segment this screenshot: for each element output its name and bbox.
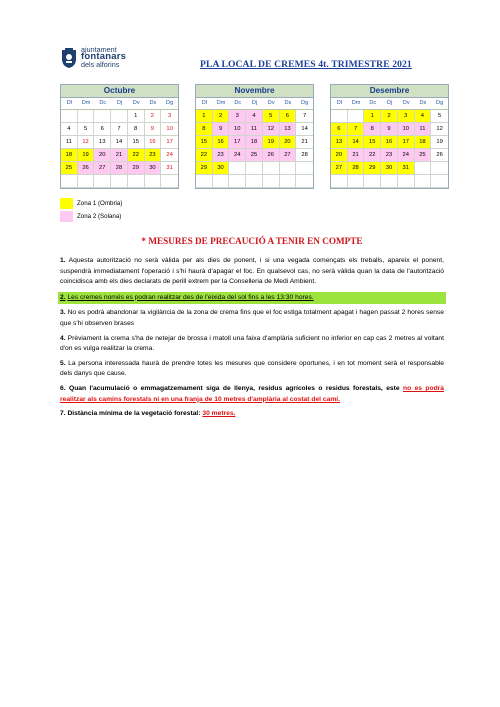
calendar-day — [331, 110, 348, 123]
calendar-day: 3 — [398, 110, 415, 123]
calendar-day: 21 — [296, 136, 313, 149]
calendar-day: 1 — [364, 110, 381, 123]
calendar-day: 5 — [78, 123, 95, 136]
calendar-day: 13 — [331, 136, 348, 149]
calendar-grid — [61, 110, 178, 188]
logo — [60, 46, 130, 72]
calendar-day: 24 — [161, 149, 178, 162]
calendar-day: 11 — [61, 136, 78, 149]
document-title: PLA LOCAL DE CREMES 4t. TRIMESTRE 2021 — [200, 59, 412, 70]
calendar-day — [263, 162, 280, 175]
calendar-day — [94, 110, 111, 123]
calendar-day: 22 — [196, 149, 213, 162]
calendar-day: 2 — [213, 110, 230, 123]
weekday-label: Dl — [201, 100, 207, 106]
calendar-day: 8 — [128, 123, 145, 136]
calendar-day: 11 — [415, 123, 432, 136]
calendar-weekdays — [61, 98, 178, 110]
precautions-list — [60, 256, 444, 424]
calendar-day — [398, 175, 415, 188]
legend-item-zona2 — [60, 210, 122, 222]
calendar-weekdays — [331, 98, 448, 110]
logo-line2: fontanars — [81, 51, 127, 63]
calendar-day: 9 — [213, 123, 230, 136]
calendar-day — [431, 162, 448, 175]
weekday-label: Dj — [386, 100, 393, 106]
calendar-day: 19 — [431, 136, 448, 149]
calendar-day: 27 — [94, 162, 111, 175]
calendar-day: 6 — [331, 123, 348, 136]
calendar-day — [415, 162, 432, 175]
measure-number: 1. — [60, 257, 66, 264]
calendar-day: 2 — [145, 110, 162, 123]
measure-number: 7. — [60, 410, 66, 418]
calendar-day: 18 — [246, 136, 263, 149]
legend — [60, 197, 122, 223]
measure-number: 6. — [60, 384, 66, 392]
calendar-day: 23 — [381, 149, 398, 162]
calendar-day: 28 — [296, 149, 313, 162]
calendar-day — [196, 175, 213, 188]
calendar-day: 21 — [111, 149, 128, 162]
measure-value: 30 metres. — [202, 410, 236, 418]
calendar-day — [280, 162, 297, 175]
weekday-label: Dm — [81, 100, 91, 106]
calendar-day: 12 — [263, 123, 280, 136]
weekday-label: Dj — [116, 100, 123, 106]
calendar-day: 29 — [128, 162, 145, 175]
measure-text: Quan l'acumulació o emmagatzemament siga de llenya, residus agrícoles o residus forestals, este — [69, 384, 400, 392]
calendar-day: 26 — [431, 149, 448, 162]
calendar-day: 7 — [348, 123, 365, 136]
calendar-day: 4 — [415, 110, 432, 123]
measure-number: 4. — [60, 334, 66, 342]
measure-text: No es podrà abandonar la vigilància de la zona de crema fins que el foc estiga totalment apagat i hagen passat 2 hores sense que s'hi observen brases — [60, 309, 444, 327]
calendar-month-title: Desembre — [331, 85, 448, 98]
measure-4 — [60, 334, 444, 355]
calendar-day — [61, 110, 78, 123]
calendar-day: 18 — [415, 136, 432, 149]
calendar-day: 12 — [431, 123, 448, 136]
calendar-day — [431, 175, 448, 188]
calendar-day: 25 — [415, 149, 432, 162]
calendar-day: 1 — [128, 110, 145, 123]
measure-1 — [60, 256, 444, 288]
calendar-day: 16 — [213, 136, 230, 149]
calendar-day — [161, 175, 178, 188]
logo-line1: ajuntament — [81, 45, 117, 54]
calendar-day: 31 — [161, 162, 178, 175]
calendar-day: 30 — [145, 162, 162, 175]
calendar-day: 23 — [213, 149, 230, 162]
calendar-day: 4 — [246, 110, 263, 123]
calendar-day — [78, 175, 95, 188]
calendar-day — [229, 175, 246, 188]
calendar-day — [364, 175, 381, 188]
calendar-day — [246, 175, 263, 188]
legend-label: Zona 2 (Solana) — [77, 212, 122, 220]
calendar-day — [229, 162, 246, 175]
measure-text: Distància mínima de la vegetació forestal: — [67, 410, 201, 418]
calendar-day: 1 — [196, 110, 213, 123]
calendar-day: 13 — [94, 136, 111, 149]
measure-2 — [58, 292, 446, 305]
calendar-day — [296, 162, 313, 175]
calendar-day: 2 — [381, 110, 398, 123]
calendar-day — [213, 175, 230, 188]
calendar-day: 7 — [111, 123, 128, 136]
calendar-day: 3 — [161, 110, 178, 123]
calendar-day: 5 — [431, 110, 448, 123]
calendar-day: 18 — [61, 149, 78, 162]
calendar-day — [280, 175, 297, 188]
calendar-day: 17 — [161, 136, 178, 149]
calendar-day — [94, 175, 111, 188]
calendar-day — [78, 110, 95, 123]
calendar-day: 4 — [61, 123, 78, 136]
calendar-day: 26 — [78, 162, 95, 175]
calendar-day: 17 — [398, 136, 415, 149]
calendar-day: 24 — [398, 149, 415, 162]
weekday-label: Dc — [234, 100, 242, 106]
calendar-day: 16 — [145, 136, 162, 149]
calendar-day: 30 — [381, 162, 398, 175]
calendar-day: 9 — [381, 123, 398, 136]
measure-number: 2. — [60, 293, 66, 301]
weekday-label: Dc — [99, 100, 107, 106]
calendar-0 — [60, 84, 179, 189]
calendar-day: 8 — [196, 123, 213, 136]
calendar-day: 15 — [128, 136, 145, 149]
measure-7 — [60, 409, 444, 420]
legend-label: Zona 1 (Ombria) — [77, 199, 123, 207]
calendar-day — [145, 175, 162, 188]
calendar-day — [348, 175, 365, 188]
weekday-label: Dl — [66, 100, 72, 106]
measure-text: La persona interessada haurà de prendre totes les mesures que considere oportunes, i en tot moment serà el responsable dels danys que cause. — [60, 359, 444, 378]
weekday-label: Dm — [351, 100, 361, 106]
calendar-day — [415, 175, 432, 188]
calendar-day — [111, 110, 128, 123]
calendar-day: 20 — [280, 136, 297, 149]
calendar-day — [128, 175, 145, 188]
calendar-day: 14 — [111, 136, 128, 149]
calendar-day: 7 — [296, 110, 313, 123]
calendar-day: 26 — [263, 149, 280, 162]
measure-number: 3. — [60, 309, 66, 317]
calendar-day: 20 — [94, 149, 111, 162]
calendar-day: 28 — [348, 162, 365, 175]
calendar-day: 15 — [364, 136, 381, 149]
calendar-day: 9 — [145, 123, 162, 136]
calendar-day — [331, 175, 348, 188]
calendar-day: 27 — [280, 149, 297, 162]
weekday-label: Dj — [251, 100, 258, 106]
calendar-day: 22 — [364, 149, 381, 162]
calendar-day — [111, 175, 128, 188]
measure-3 — [60, 308, 444, 329]
measure-text: Les cremes només es podran realitzar des de l'eixida del sol fins a les 13:30 hores. — [67, 293, 314, 301]
calendar-day: 14 — [296, 123, 313, 136]
calendar-day: 28 — [111, 162, 128, 175]
calendar-day: 30 — [213, 162, 230, 175]
calendar-day: 16 — [381, 136, 398, 149]
calendar-weekdays — [196, 98, 313, 110]
precautions-heading: * MESURES DE PRECAUCIÓ A TENIR EN COMPTE — [141, 236, 363, 246]
calendar-day: 25 — [246, 149, 263, 162]
calendar-grid — [331, 110, 448, 188]
calendar-day — [381, 175, 398, 188]
calendar-day: 29 — [364, 162, 381, 175]
calendar-day: 17 — [229, 136, 246, 149]
calendar-1 — [195, 84, 314, 189]
coat-of-arms-icon — [60, 47, 78, 69]
calendar-day: 13 — [280, 123, 297, 136]
calendar-day: 24 — [229, 149, 246, 162]
weekday-label: Dm — [216, 100, 226, 106]
calendar-day — [348, 110, 365, 123]
weekday-label: Ds — [149, 100, 157, 106]
calendar-day: 23 — [145, 149, 162, 162]
calendar-day — [296, 175, 313, 188]
calendar-day: 3 — [229, 110, 246, 123]
calendar-day: 10 — [398, 123, 415, 136]
legend-swatch — [60, 211, 73, 222]
calendar-day — [263, 175, 280, 188]
calendar-day — [61, 175, 78, 188]
calendar-day: 6 — [280, 110, 297, 123]
logo-line3: dels alforins — [81, 59, 120, 69]
weekday-label: Dl — [336, 100, 342, 106]
weekday-label: Dg — [166, 100, 174, 106]
calendar-day: 12 — [78, 136, 95, 149]
measure-text: Prèviament la crema s'ha de netejar de brossa i matoll una faixa d'amplària suficient no inferior en cap cas 2 metres al voltant d'on es vulga realitzar la crema. — [60, 334, 445, 353]
calendar-day: 20 — [331, 149, 348, 162]
calendar-day: 11 — [246, 123, 263, 136]
measure-6 — [60, 384, 444, 405]
calendar-day: 25 — [61, 162, 78, 175]
calendar-day: 6 — [94, 123, 111, 136]
weekday-label: Dv — [267, 100, 275, 106]
calendar-day: 31 — [398, 162, 415, 175]
calendar-day: 10 — [161, 123, 178, 136]
calendar-grid — [196, 110, 313, 188]
calendar-day: 21 — [348, 149, 365, 162]
calendar-day: 10 — [229, 123, 246, 136]
weekday-label: Dv — [402, 100, 410, 106]
calendar-day: 22 — [128, 149, 145, 162]
calendar-day: 19 — [263, 136, 280, 149]
calendar-day: 19 — [78, 149, 95, 162]
calendar-day: 27 — [331, 162, 348, 175]
logo-text — [81, 46, 126, 68]
weekday-label: Ds — [419, 100, 427, 106]
calendar-day: 14 — [348, 136, 365, 149]
calendar-day: 5 — [263, 110, 280, 123]
weekday-label: Dc — [369, 100, 377, 106]
measure-warning: no es podrà realitzar als camins forestals ni en una franja de 10 metres d'amplària al costat del camí. — [60, 384, 445, 403]
weekday-label: Dg — [301, 100, 309, 106]
calendar-day — [246, 162, 263, 175]
calendar-month-title: Novembre — [196, 85, 313, 98]
calendar-month-title: Octubre — [61, 85, 178, 98]
weekday-label: Ds — [284, 100, 292, 106]
calendar-day: 8 — [364, 123, 381, 136]
calendar-2 — [330, 84, 449, 189]
legend-item-zona1 — [60, 197, 122, 209]
calendar-day: 15 — [196, 136, 213, 149]
measure-text: Aquesta autorització no serà vàlida per als dies de ponent, i si una vegada començats els treballs, apareix el ponent, suspendrà immediatament l'operació i s'hi haurà d'apagar el foc. En qualsevol cas, no serà vàlida quan la data de l'autorització coincidisca amb els dies declarats de perill extrem per la Conselleria de Medi Ambient. — [60, 257, 444, 286]
weekday-label: Dg — [436, 100, 444, 106]
calendar-day: 29 — [196, 162, 213, 175]
measure-5 — [60, 359, 444, 380]
measure-number: 5. — [60, 359, 66, 367]
legend-swatch — [60, 198, 73, 209]
weekday-label: Dv — [132, 100, 140, 106]
